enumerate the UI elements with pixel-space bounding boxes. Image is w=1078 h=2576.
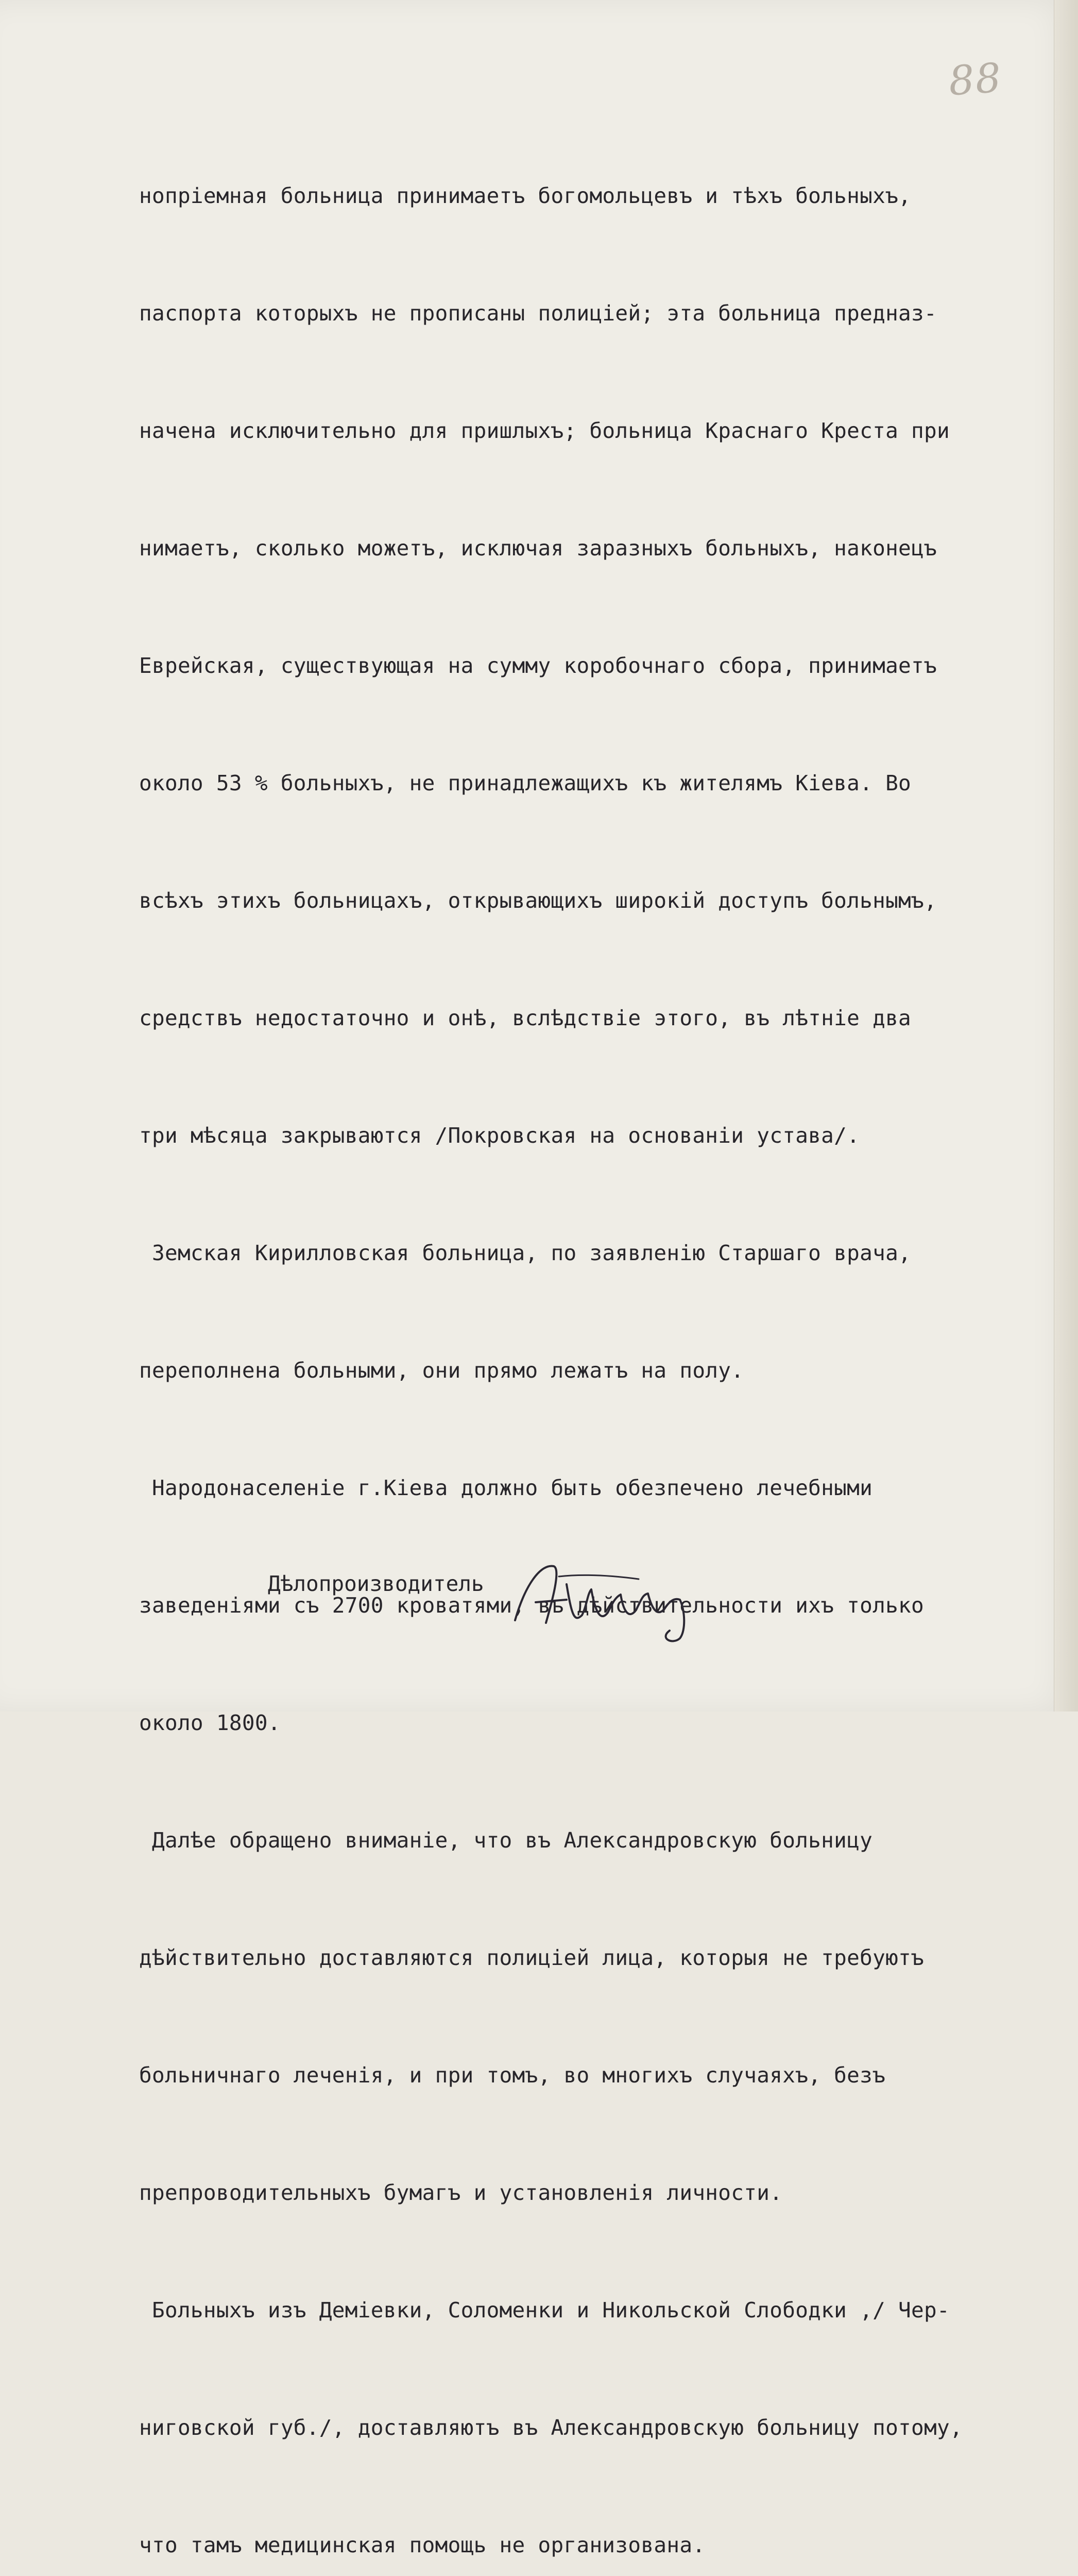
text-line: три мѣсяца закрываются /Покровская на основаніи устава/. [139,1123,860,1148]
text-line: переполнена больными, они прямо лежатъ на полу. [139,1358,744,1383]
text-line: Еврейская, существующая на сумму коробочнаго сбора, принимаетъ [139,653,937,678]
text-line: Народонаселеніе г.Кіева должно быть обезпечено лечебными [139,1476,873,1500]
text-line: начена исключительно для пришлыхъ; больница Краснаго Креста при [139,418,950,443]
signature-label: Дѣлопроизводитель [268,1571,484,1596]
text-line: нопріемная больница принимаетъ богомольцевъ и тѣхъ больныхъ, [139,183,912,208]
text-line: Земская Кирилловская больница, по заявленію Старшаго врача, [139,1241,912,1265]
text-line: паспорта которыхъ не прописаны полиціей; эта больница предназ- [139,301,937,326]
text-line: что тамъ медицинская помощь не организована. [139,2533,706,2557]
text-line: около 1800. [139,1710,281,1735]
text-line: препроводительныхъ бумагъ и установленія личности. [139,2180,783,2205]
text-line: всѣхъ этихъ больницахъ, открывающихъ широкій доступъ больнымъ, [139,888,937,913]
text-line: нимаетъ, сколько можетъ, исключая заразныхъ больныхъ, наконецъ [139,536,937,561]
document-body [139,98,1061,2576]
page-number: 88 [947,55,1004,105]
text-line: средствъ недостаточно и онѣ, вслѣдствіе этого, въ лѣтніе два [139,1006,912,1030]
text-line: Далѣе обращено вниманіе, что въ Александровскую больницу [139,1828,873,1853]
text-line: около 53 % больныхъ, не принадлежащихъ къ жителямъ Кіева. Во [139,771,912,795]
text-line: больничнаго леченія, и при томъ, во многихъ случаяхъ, безъ [139,2063,886,2088]
text-line: заведеніями съ 2700 кроватями, въ дѣйствительности ихъ только [139,1593,925,1618]
text-line: Больныхъ изъ Деміевки, Соломенки и Никольской Слободки ,/ Чер- [139,2298,950,2323]
signature-block [268,1553,886,1651]
text-line: ниговской губ./, доставляютъ въ Александровскую больницу потому, [139,2415,963,2440]
handwritten-signature [505,1553,742,1646]
text-line: дѣйствительно доставляются полиціей лица, которыя не требуютъ [139,1945,925,1970]
